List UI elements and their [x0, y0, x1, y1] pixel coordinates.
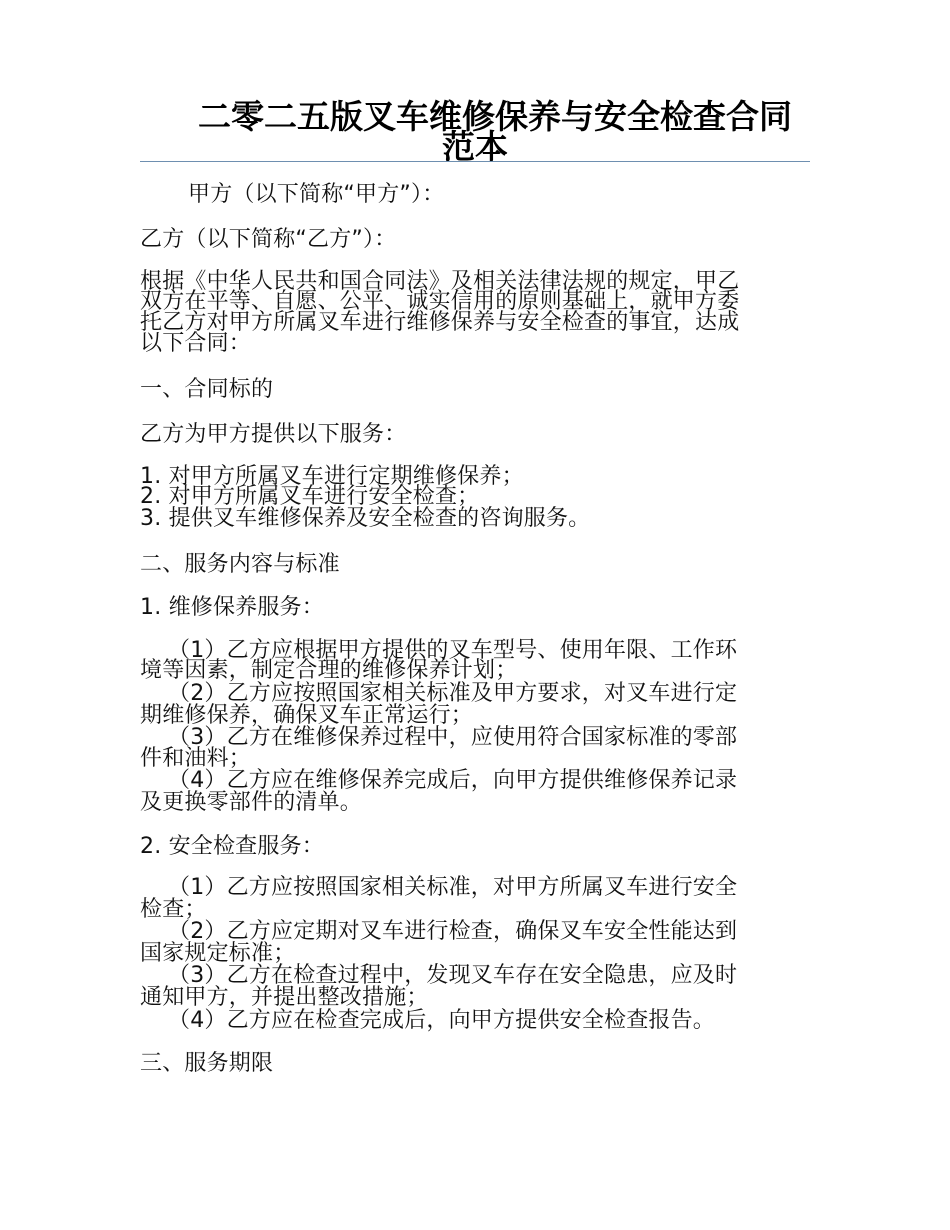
- sub1-line-7: （4）乙方应在维修保养完成后，向甲方提供维修保养记录: [168, 768, 738, 793]
- section3-heading: 三、服务期限: [140, 1051, 274, 1076]
- intro-line-4: 以下合同：: [140, 331, 252, 356]
- party-a-line: 甲方（以下简称“甲方”）：: [188, 182, 445, 207]
- document-title-line2: 范本: [442, 127, 508, 166]
- section1-item-3: 3. 提供叉车维修保养及安全检查的咨询服务。: [140, 506, 591, 531]
- sub1-line-6: 件和油料；: [140, 746, 252, 771]
- section1-item-1: 1. 对甲方所属叉车进行定期维修保养；: [140, 464, 524, 489]
- sub1-line-3: （2）乙方应按照国家相关标准及甲方要求，对叉车进行定: [168, 681, 738, 706]
- intro-line-1: 根据《中华人民共和国合同法》及相关法律法规的规定，甲乙: [140, 269, 740, 294]
- section1-heading: 一、合同标的: [140, 377, 274, 402]
- sub2-line-3: （2）乙方应定期对叉车进行检查，确保叉车安全性能达到: [168, 919, 738, 944]
- sub2-line-1: （1）乙方应按照国家相关标准，对甲方所属叉车进行安全: [168, 875, 738, 900]
- intro-line-3: 托乙方对甲方所属叉车进行维修保养与安全检查的事宜，达成: [140, 310, 740, 335]
- sub2-line-2: 检查；: [140, 897, 207, 922]
- title-underline: [140, 161, 810, 162]
- document-title-line1: 二零二五版叉车维修保养与安全检查合同: [198, 97, 792, 136]
- party-b-line: 乙方（以下简称“乙方”）：: [140, 227, 397, 252]
- sub2-line-7: （4）乙方应在检查完成后，向甲方提供安全检查报告。: [168, 1008, 715, 1033]
- sub1-line-1: （1）乙方应根据甲方提供的叉车型号、使用年限、工作环: [168, 638, 738, 663]
- section1-item-2: 2. 对甲方所属叉车进行安全检查；: [140, 484, 480, 509]
- sub2-line-4: 国家规定标准；: [140, 941, 296, 966]
- sub2-line-5: （3）乙方在检查过程中，发现叉车存在安全隐患，应及时: [168, 963, 738, 988]
- sub1-line-8: 及更换零部件的清单。: [140, 790, 363, 815]
- sub1-line-5: （3）乙方在维修保养过程中，应使用符合国家标准的零部: [168, 725, 738, 750]
- sub1-line-4: 期维修保养，确保叉车正常运行；: [140, 703, 474, 728]
- sub2-line-6: 通知甲方，并提出整改措施；: [140, 985, 429, 1010]
- section2-sub2-heading: 2. 安全检查服务：: [140, 834, 324, 859]
- sub1-line-2: 境等因素，制定合理的维修保养计划；: [140, 658, 518, 683]
- section2-heading: 二、服务内容与标准: [140, 552, 340, 577]
- intro-line-2: 双方在平等、自愿、公平、诚实信用的原则基础上，就甲方委: [140, 289, 740, 314]
- section2-sub1-heading: 1. 维修保养服务：: [140, 595, 324, 620]
- section1-lead: 乙方为甲方提供以下服务：: [140, 422, 407, 447]
